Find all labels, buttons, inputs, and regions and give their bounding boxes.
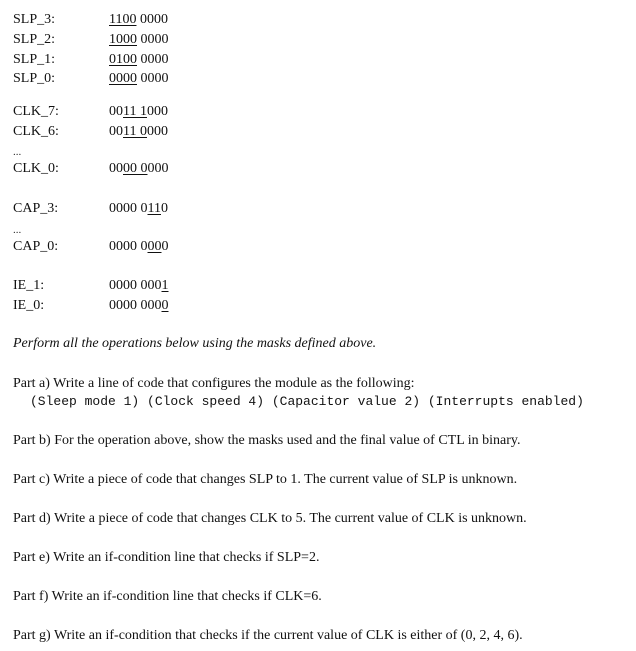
mask-label: SLP_1: <box>13 52 56 67</box>
mask-value: 0011 1000 <box>109 104 168 119</box>
mask-value: 0000 0001 <box>109 278 169 293</box>
mask-label: CAP_3: <box>13 201 59 216</box>
question-part-e: Part e) Write an if-condition line that checks if SLP=2. <box>13 550 320 565</box>
mask-label: CLK_7: <box>13 104 59 119</box>
mask-value: 0000 0110 <box>109 201 168 216</box>
question-part-b: Part b) For the operation above, show the masks used and the final value of CTL in binary. <box>13 433 521 448</box>
ellipsis: ... <box>13 146 22 158</box>
config-code-line: (Sleep mode 1) (Clock speed 4) (Capacitor value 2) (Interrupts enabled) <box>30 394 584 409</box>
question-part-c: Part c) Write a piece of code that changes SLP to 1. The current value of SLP is unknown. <box>13 472 518 487</box>
instructions-intro: Perform all the operations below using the masks defined above. <box>13 336 377 351</box>
mask-label: SLP_3: <box>13 12 56 27</box>
mask-value: 1000 0000 <box>109 32 169 47</box>
mask-label: CAP_0: <box>13 239 59 254</box>
ellipsis: ... <box>13 224 22 236</box>
mask-label: IE_1: <box>13 278 45 293</box>
mask-value: 0100 0000 <box>109 52 169 67</box>
mask-value: 0000 0000 <box>109 239 169 254</box>
mask-value: 0000 0000 <box>109 71 169 86</box>
mask-value: 0011 0000 <box>109 124 168 139</box>
mask-label: CLK_0: <box>13 161 59 176</box>
mask-label: SLP_2: <box>13 32 56 47</box>
mask-label: SLP_0: <box>13 71 56 86</box>
question-part-d: Part d) Write a piece of code that changes CLK to 5. The current value of CLK is unknown. <box>13 511 527 526</box>
mask-label: CLK_6: <box>13 124 59 139</box>
question-part-a: Part a) Write a line of code that configures the module as the following: <box>13 376 415 391</box>
question-part-g: Part g) Write an if-condition that checks if the current value of CLK is either of (0, 2, 4, 6). <box>13 628 523 643</box>
mask-value: 0000 0000 <box>109 161 169 176</box>
mask-label: IE_0: <box>13 298 45 313</box>
mask-value: 1100 0000 <box>109 12 168 27</box>
mask-value: 0000 0000 <box>109 298 169 313</box>
question-part-f: Part f) Write an if-condition line that checks if CLK=6. <box>13 589 322 604</box>
